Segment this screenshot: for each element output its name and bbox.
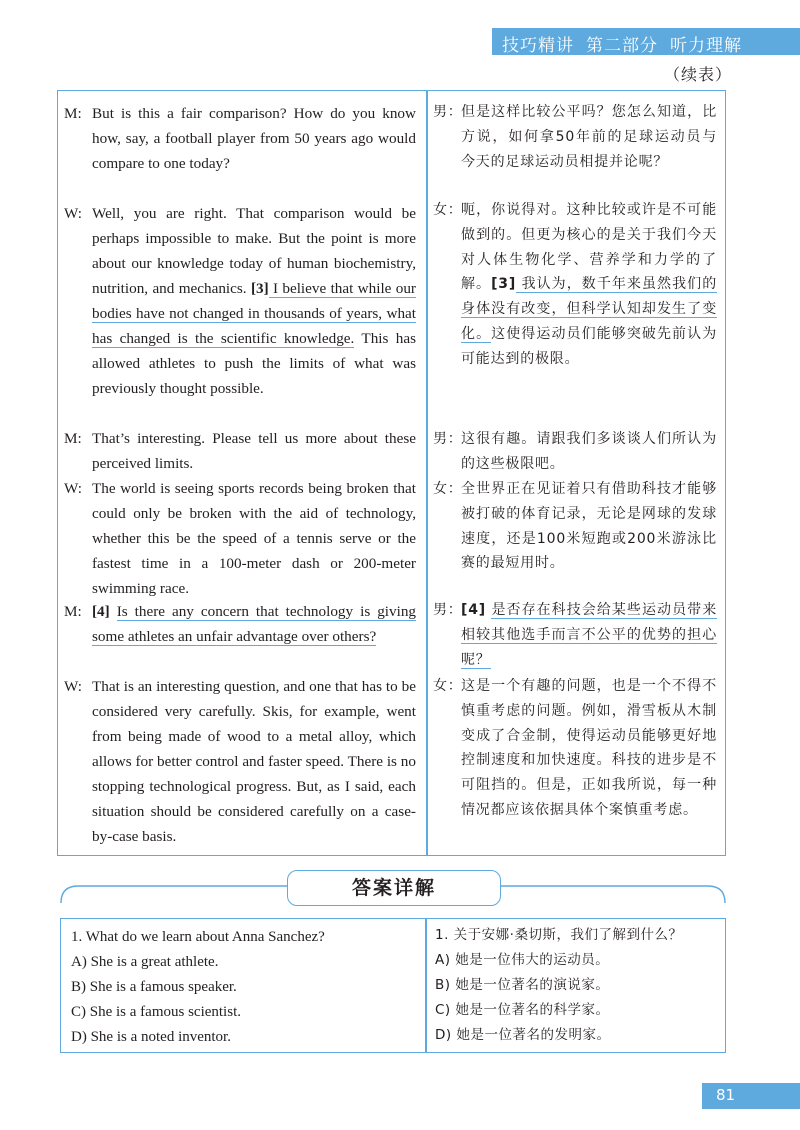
dialogue-en-turn (64, 599, 416, 649)
dialogue-en-turn (64, 426, 416, 476)
dialogue-table (57, 90, 726, 856)
section-label: 技巧精讲 (502, 36, 574, 56)
speaker-label: 男： (433, 431, 463, 447)
section-title (502, 31, 800, 56)
header-bar (492, 28, 800, 55)
speaker-label: M: (64, 430, 82, 447)
question-marker: [3] (491, 276, 517, 293)
text-segment: 这很有趣。请跟我们多谈谈人们所认为的这些极限吧。 (461, 431, 717, 472)
dialogue-en-turn (64, 476, 416, 601)
dialogue-cn-turn (433, 100, 717, 174)
speaker-label: 女： (433, 202, 463, 218)
key-sentence: 我认为，数千年来虽然我们的身体没有改变，但科学认知却发生了变化。 (461, 276, 717, 342)
dialogue-text (461, 674, 717, 823)
text-segment: But is this a fair comparison? How do you know how, say, a football player from 50 years ago would compare to one today? (92, 105, 416, 172)
text-segment: This has allowed athletes to push the limits of what was previously thought possible. (92, 330, 416, 397)
speaker-label: W: (64, 678, 82, 695)
speaker-label: M: (64, 105, 82, 122)
dialogue-text (461, 477, 717, 576)
text-segment: That is an interesting question, and one that has to be considered very carefully. Skis, for example, went from being made of wood to a metal alloy, which allows for better control and faster speed. There is no stopping technological progress. But, as I said, each situation should be considered carefully on a case-by-case basis. (92, 678, 416, 845)
option-cn-b: B) 她是一位著名的演说家。 (435, 977, 610, 993)
column-divider (426, 91, 428, 855)
dialogue-text (461, 198, 717, 372)
key-sentence: I believe that while our bodies have not changed in thousands of years, what has changed is the scientific knowledge. (92, 280, 416, 347)
topic-label: 听力理解 (670, 36, 742, 56)
option-en-b: B) She is a famous speaker. (71, 979, 237, 995)
page-number: 81 (716, 1086, 736, 1104)
question-en: 1. What do we learn about Anna Sanchez? (71, 929, 325, 945)
dialogue-en-turn (64, 101, 416, 176)
continued-label: （续表） (664, 65, 733, 84)
dialogue-text (92, 201, 416, 401)
dialogue-text (92, 599, 416, 649)
text-segment: 这使得运动员们能够突破先前认为可能达到的极限。 (461, 325, 717, 367)
question-table (60, 918, 726, 1053)
part-label: 第二部分 (586, 36, 658, 56)
dialogue-text (461, 427, 717, 477)
speaker-label: M: (64, 603, 82, 620)
text-segment: The world is seeing sports records being broken that could only be broken with the aid of technology, whether this be the speed of a tennis serve or the fastest time in a 100-meter dash or 200-meter swimming race. (92, 480, 416, 597)
speaker-label: 男： (433, 602, 463, 618)
speaker-label: 女： (433, 481, 463, 497)
text-segment (110, 603, 117, 620)
page-number-bar (702, 1083, 800, 1109)
text-segment: 但是这样比较公平吗？您怎么知道，比方说，如何拿50年前的足球运动员与今天的足球运动员相提并论呢？ (461, 104, 717, 170)
speaker-label: W: (64, 205, 82, 222)
dialogue-cn-turn (433, 427, 717, 477)
option-en-a: A) She is a great athlete. (71, 954, 219, 970)
text-segment: Well, you are right. That comparison would be perhaps impossible to make. But the point is more about our knowledge today of human biochemistry, nutrition, and mechanics. (92, 205, 416, 297)
text-segment: That’s interesting. Please tell us more about these perceived limits. (92, 430, 416, 472)
question-cn: 1. 关于安娜·桑切斯，我们了解到什么？ (435, 927, 683, 943)
dialogue-text (92, 101, 416, 176)
dialogue-text (461, 100, 717, 174)
answer-section-title: 答案详解 (287, 870, 501, 906)
speaker-label: W: (64, 480, 82, 497)
text-segment: 这是一个有趣的问题，也是一个不得不慎重考虑的问题。例如，滑雪板从木制变成了合金制，使得运动员能够更好地控制速度和加快速度。科技的进步是不可阻挡的。但是，正如我所说，每一种情况都应该依据具体个案慎重考虑。 (461, 678, 717, 818)
dialogue-cn-turn (433, 477, 717, 576)
speaker-label: 男： (433, 104, 463, 120)
dialogue-text (92, 426, 416, 476)
column-divider (425, 919, 427, 1052)
dialogue-text (92, 674, 416, 849)
dialogue-en-turn (64, 674, 416, 849)
key-sentence: Is there any concern that technology is giving some athletes an unfair advantage over others? (92, 603, 417, 645)
option-en-c: C) She is a famous scientist. (71, 1004, 241, 1020)
question-marker: [4] (92, 603, 110, 620)
option-cn-d: D) 她是一位著名的发明家。 (435, 1027, 611, 1043)
speaker-label: 女： (433, 678, 463, 694)
dialogue-cn-turn (433, 674, 717, 823)
text-segment: 呃，你说得对。这种比较或许是不可能做到的。但更为核心的是关于我们今天对人体生物化学、营养学和力学的了解。 (461, 202, 717, 293)
option-en-d: D) She is a noted inventor. (71, 1029, 231, 1045)
option-cn-c: C) 她是一位著名的科学家。 (435, 1002, 610, 1018)
dialogue-cn-turn (433, 598, 717, 672)
option-cn-a: A) 她是一位伟大的运动员。 (435, 952, 610, 968)
dialogue-text (461, 598, 717, 672)
question-marker: [3] (250, 280, 269, 297)
question-marker: [4] (461, 602, 486, 618)
key-sentence: 是否存在科技会给某些运动员带来相较其他选手而言不公平的优势的担心呢？ (461, 602, 717, 668)
dialogue-en-turn (64, 201, 416, 401)
text-segment: 全世界正在见证着只有借助科技才能够被打破的体育记录，无论是网球的发球速度，还是100米短跑或200米游泳比赛的最短用时。 (461, 481, 717, 572)
dialogue-text (92, 476, 416, 601)
dialogue-cn-turn (433, 198, 717, 372)
